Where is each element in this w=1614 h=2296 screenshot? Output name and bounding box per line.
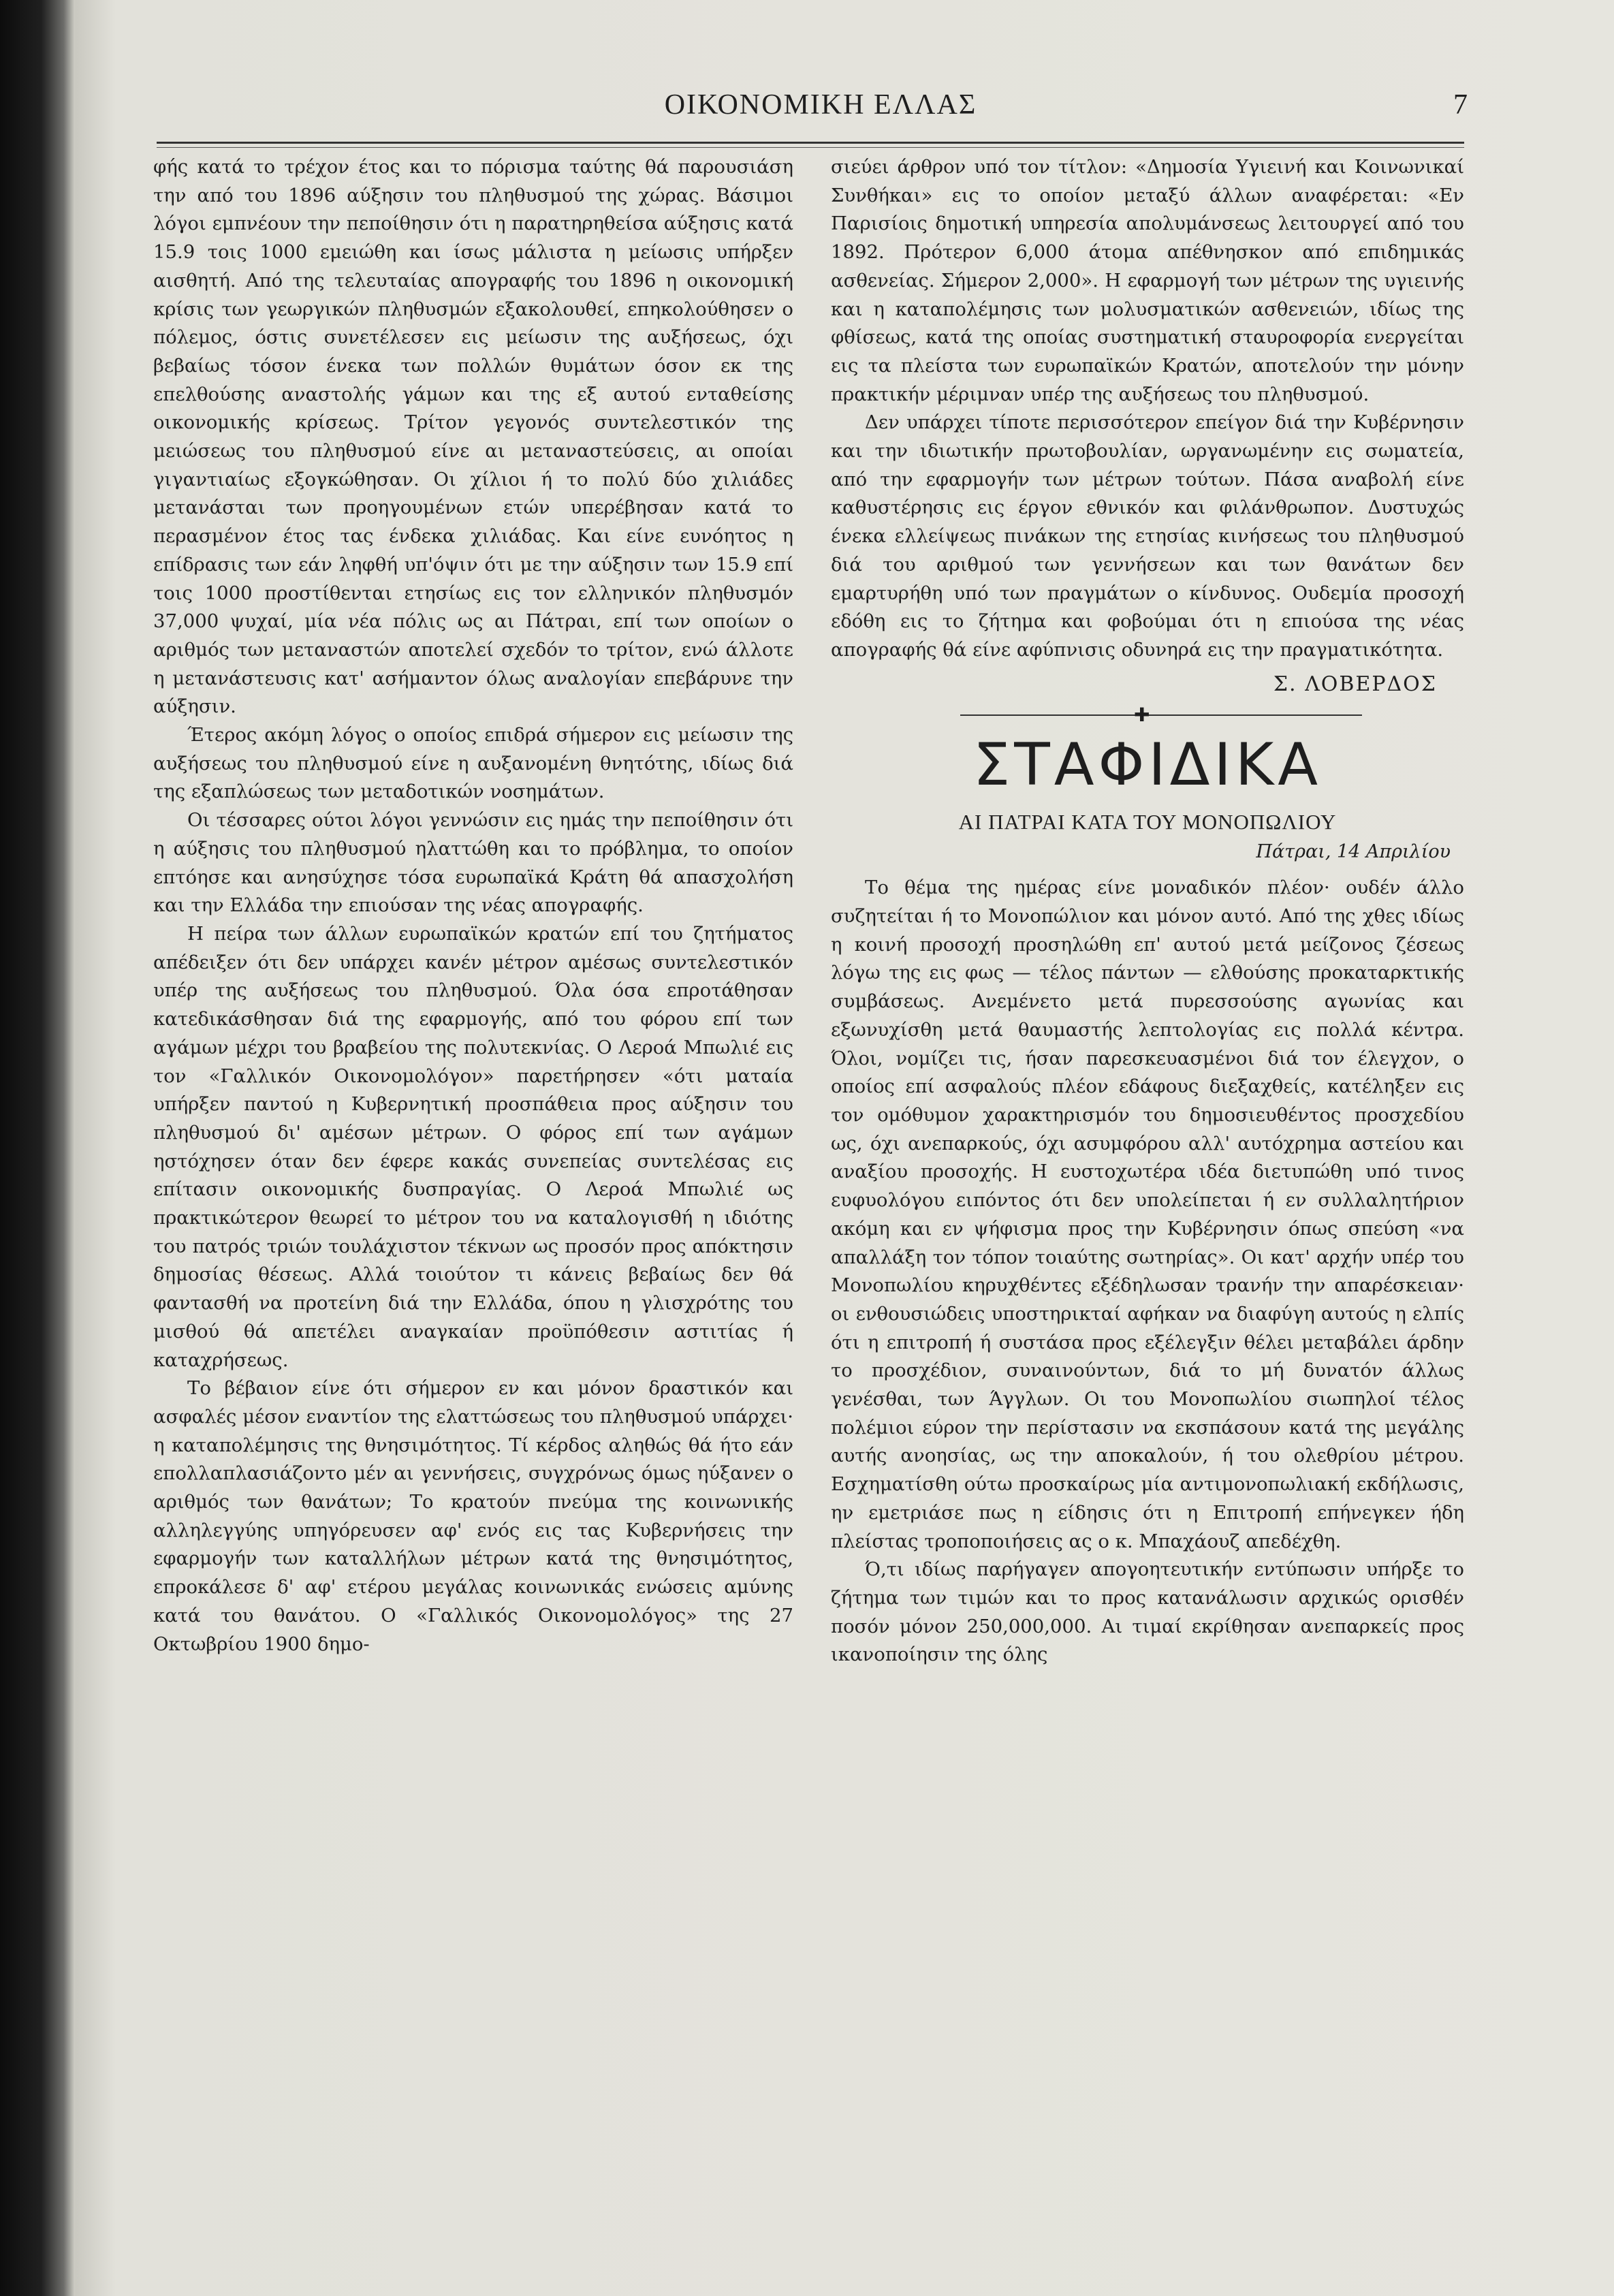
- section-paragraph: Ό,τι ιδίως παρήγαγεν απογοητευτικήν εντύπωσιν υπήρξε το ζήτημα των τιμών και το προς κατανάλωσιν αρχικώς ορισθέν ποσόν μόνον 250,000,000. Αι τιμαί εκρίθησαν ανεπαρκείς προς ικανοποίησιν της όλης: [831, 1558, 1464, 1666]
- right-paragraph: Δεν υπάρχει τίποτε περισσότερον επείγον διά την Κυβέρνησιν και την ιδιωτικήν πρωτοβουλίαν, ωργανωμένην εις σωματεία, από την εφαρμογήν των μέτρων τούτων. Πάσα αναβολή είνε καθυστέρησις εις έργον εθνικόν και φιλάνθρωπον. Δυστυχώς ένεκα ελλείψεως πινάκων της ετησίας κινήσεως του πληθυσμού διά του αριθμού των γεννήσεων και των θανάτων δεν εμαρτυρήθη υπό των πραγμάτων ο κίνδυνος. Ουδεμία προσοχή εδόθη εις το ζήτημα και φοβούμαι ότι η επιούσα της νέας απογραφής θά είνε αφύπνισις οδυνηρά εις την πραγματικότητα.: [831, 411, 1464, 661]
- left-column: [153, 153, 793, 1658]
- header-rule: [157, 142, 1464, 148]
- left-paragraph: Οι τέσσαρες ούτοι λόγοι γεννώσιν εις ημάς την πεποίθησιν ότι η αύξησις του πληθυσμού ηλαττώθη και το πρόβλημα, το οποίον επτόησε και ανησύχησε τόσα ευρωπαϊκά Κράτη θά απασχολήση και την Ελλάδα την επιούσαν της νέας απογραφής.: [153, 809, 793, 917]
- left-paragraph: Το βέβαιον είνε ότι σήμερον εν και μόνον δραστικόν και ασφαλές μέσον εναντίον της ελαττώσεως του πληθυσμού υπάρχει· η καταπολέμησις της θνησιμότητος. Τί κέρδος αληθώς θά ήτο εάν επολλαπλασιάζοντο μέν αι γεννήσεις, συγχρόνως όμως ηύξανεν ο αριθμός των θανάτων; Το κρατούν πνεύμα της κοινωνικής αλληλεγγύης υπηγόρευσεν αφ' ενός εις τας Κυβερνήσεις την εφαρμογήν των καταλλήλων μέτρων κατά της θνησιμότητος, επροκάλεσε δ' αφ' ετέρου μεγάλας κοινωνικάς ενώσεις αμύνης κατά του θανάτου. Ο «Γαλλικός Οικονομολόγος» της 27 Οκτωβρίου 1900 δημο-: [153, 1377, 793, 1655]
- author-signature: Σ. ΛΟΒΕΡΔΟΣ: [1273, 672, 1437, 696]
- book-gutter: [0, 0, 75, 2296]
- left-paragraph: Η πείρα των άλλων ευρωπαϊκών κρατών επί του ζητήματος απέδειξεν ότι δεν υπάρχει κανέν μέτρον αμέσως συντελεστικόν υπέρ της αυξήσεως του πληθυσμού. Όλα όσα επροτάθησαν κατεδικάσθησαν διά της εφαρμογής, από του φόρου επί των αγάμων μέχρι του βραβείου της πολυτεκνίας. Ο Λεροά Μπωλιέ εις τον «Γαλλικόν Οικονομολόγον» παρετήρησεν «ότι ματαία υπήρξεν παντού η Κυβερνητική προσπάθεια προς αύξησιν του πληθυσμού δι' αμέσων μέτρων. Ο φόρος επί των αγάμων ηστόχησεν όταν δεν έφερε κακάς συνεπείας συντελέσας εις επίτασιν οικονομικής δυσπραγίας. Ο Λεροά Μπωλιέ ως πρακτικώτερον θεωρεί το μέτρον του να καταλογισθή η ιδιότης του πατρός τριών τουλάχιστον τέκνων ως προσόν προς απόκτησιν δημοσίας θέσεως. Αλλά τοιούτον τι κάνεις βεβαίως δεν θά φαντασθή να προτείνη διά την Ελλάδα, όπου η γλισχρότης του μισθού θά απετέλει αναγκαίαν προϋπόθεσιν αστιτίας ή καταχρήσεως.: [153, 922, 793, 1371]
- page-number: 7: [1453, 89, 1468, 121]
- running-head: [157, 89, 1485, 136]
- section-subtitle: ΑΙ ΠΑΤΡΑΙ ΚΑΤΑ ΤΟΥ ΜΟΝΟΠΩΛΙΟΥ: [958, 810, 1337, 834]
- section-divider: [831, 705, 1464, 725]
- divider-cross-icon: ✚: [1134, 704, 1150, 727]
- journal-title: ΟΙΚΟΝΟΜΙΚΗ ΕΛΛΑΣ: [664, 89, 977, 121]
- right-column: [831, 153, 1464, 1669]
- section-paragraph: Το θέμα της ημέρας είνε μοναδικόν πλέον· ουδέν άλλο συζητείται ή το Μονοπώλιον και μόνον αυτό. Από της χθες ιδίως η κοινή προσοχή προσηλώθη επ' αυτού μετά μείζονος ζέσεως λόγω της εις φως — τέλος πάντων — ελθούσης προκαταρκτικής συμβάσεως. Ανεμένετο μετά πυρεσσούσης αγωνίας και εξωνυχίσθη μετά θαυμαστής λεπτολογίας εις πολλά κέντρα. Όλοι, νομίζει τις, ήσαν παρεσκευασμένοι διά τον έλεγχον, ο οποίος επί ασφαλούς πλέον εδάφους διεξαχθείς, κατέληξεν εις τον ομόθυμον χαρακτηρισμόν του δημοσιευθέντος προσχεδίου ως, όχι ανεπαρκούς, όχι ασυμφόρου αλλ' αυτόχρημα αστείου και αναξίου προσοχής. Η ευστοχωτέρα ιδέα διετυπώθη υπό τινος ευφυολόγου ειπόντος ότι δεν υπολείπεται ή εν συλλαλητήριον ακόμη και εν ψήφισμα προς την Κυβέρνησιν όπως σπεύση «να απαλλάξη τον τόπον τοιαύτης σωτηρίας». Οι κατ' αρχήν υπέρ του Μονοπωλίου κηρυχθέντες εξέδηλωσαν τρανήν την απαρέσκειαν· οι ενθουσιώδεις υποστηρικταί αφήκαν να διαφύγη αυτούς η ελπίς ότι η επιτροπή ή συστάσα προς εξέλεγξιν θέλει μεταβάλει άρδην το προσχέδιον, συναινούντων, διά το μή δυνατόν άλλως γενέσθαι, των Άγγλων. Οι του Μονοπωλίου σιωπηλοί τέλος πολέμιοι εύρον την περίστασιν να εκσπάσουν κατά της μεγάλης αυτής ανοησίας, ως την αποκαλούν, ή του ολεθρίου μέτρου. Εσχηματίσθη ούτω προσκαίρως μία αντιμονοπωλιακή εκδήλωσις, ην εμετριάσε πως η είδησις ότι η Επιτροπή επήνεγκεν ήδη πλείστας τροποποιήσεις ας ο κ. Μπαχάουζ απεδέχθη.: [831, 877, 1464, 1552]
- dateline: Πάτραι, 14 Απριλίου: [1256, 841, 1451, 863]
- right-paragraph: σιεύει άρθρον υπό τον τίτλον: «Δημοσία Υγιεινή και Κοινωνικαί Συνθήκαι» εις το οποίον μεταξύ άλλων αναφέρεται: «Εν Παρισίοις δημοτική υπηρεσία απολυμάνσεως λειτουργεί από του 1892. Πρότερον 6,000 άτομα απέθνησκον από επιδημικάς ασθενείας. Σήμερον 2,000». Η εφαρμογή των μέτρων της υγιεινής και η καταπολέμησις των μολυσματικών ασθενειών, ιδίως της φθίσεως, κατά της οποίας συστηματική σταυροφορία ενεργείται εις τα πλείστα των ευρωπαϊκών Κρατών, αποτελούν την μόνην πρακτικήν μέριμναν υπέρ της αυξήσεως του πληθυσμού.: [831, 156, 1464, 405]
- section-title: ΣΤΑΦΙΔΙΚΑ: [972, 731, 1323, 800]
- left-paragraph: φής κατά το τρέχον έτος και το πόρισμα ταύτης θά παρουσιάση την από του 1896 αύξησιν του πληθυσμού της χώρας. Βάσιμοι λόγοι εμπνέουν την πεποίθησιν ότι η παρατηρηθείσα αύξησις κατά 15.9 τοις 1000 εμειώθη και ίσως μάλιστα η μείωσις υπήρξεν αισθητή. Από της τελευταίας απογραφής του 1896 η οικονομική κρίσις των γεωργικών πληθυσμών εξακολουθεί, επηκολούθησεν ο πόλεμος, όστις συνετέλεσεν εις μείωσιν της αυξήσεως, όχι βεβαίως τόσον ένεκα των πολλών θυμάτων όσον εκ της επελθούσης αναστολής γάμων και της εξ αυτού ενταθείσης οικονομικής κρίσεως. Τρίτον γεγονός συντελεστικόν της μειώσεως του πληθυσμού είνε αι μεταναστεύσεις, αι οποίαι γιγαντιαίως εξογκώθησαν. Οι χίλιοι ή το πολύ δύο χιλιάδες μετανάσται των προηγουμένων ετών υπερέβησαν κατά το περασμένον έτος τας ένδεκα χιλιάδας. Και είνε ευνόητος η επίδρασις των εάν ληφθή υπ'όψιν ότι με την αύξησιν των 15.9 επί τοις 1000 προστίθενται ετησίως εις τον ελληνικόν πληθυσμόν 37,000 ψυχαί, μία νέα πόλις ως αι Πάτραι, επί των οποίων ο αριθμός των μεταναστών αποτελεί σχεδόν το τρίτον, ενώ άλλοτε η μετανάστευσις κατ' ασήμαντον όλως αναλογίαν επεβάρυνε την αύξησιν.: [153, 156, 793, 718]
- left-paragraph: Έτερος ακόμη λόγος ο οποίος επιδρά σήμερον εις μείωσιν της αυξήσεως του πληθυσμού είνε η αυξανομένη θνητότης, ιδίως διά της εξαπλώσεως των μεταδοτικών νοσημάτων.: [153, 724, 793, 803]
- divider-line: [960, 714, 1362, 716]
